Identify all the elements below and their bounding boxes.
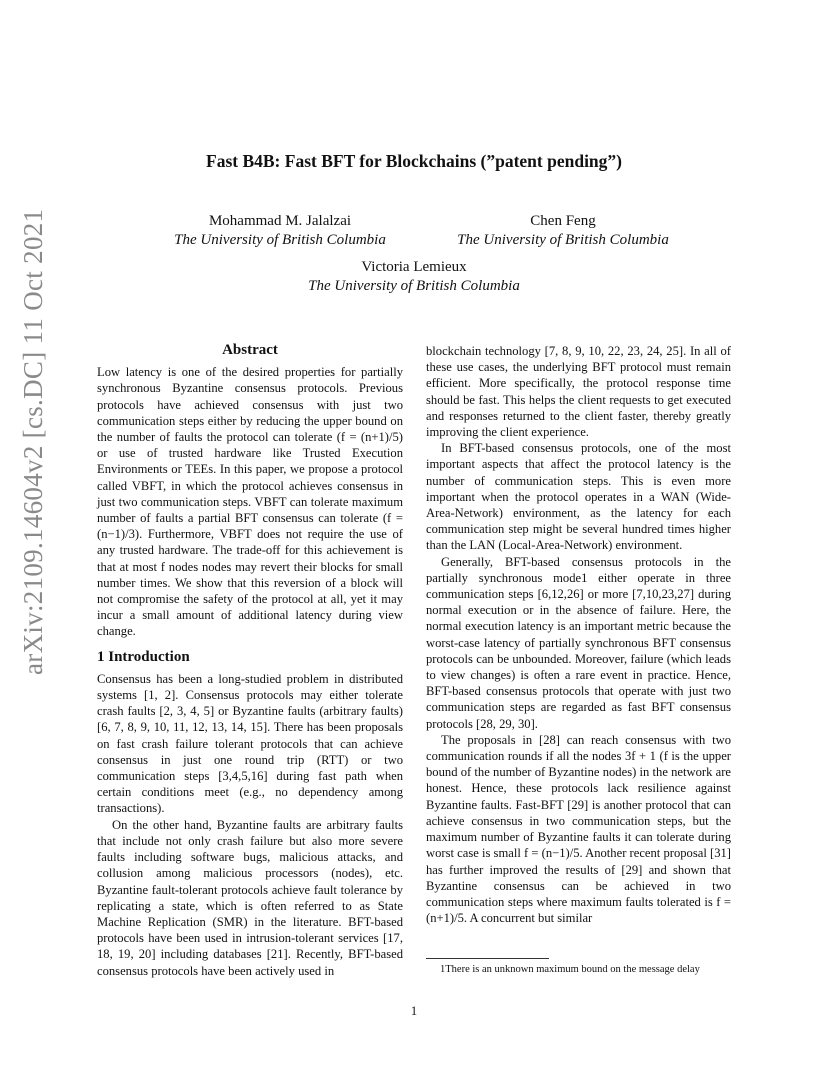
intro-paragraph-1: Consensus has been a long-studied problem in distributed systems [1, 2]. Consensus protocols may either tolerate crash faults [2, 3, 4, 5] or Byzantine faults (arbitrary faults) [6, 7, 8, 9, 10, 11, 12, 13, 14, 15]. There has been proposals on fast crash failure tolerant protocols that can achieve consensus in just one round trip (RTT) or two communication steps [3,4,5,16] during fast path when certain conditions meet (e.g., no dependency among transactions).: [97, 671, 403, 816]
footnote-rule: [426, 958, 549, 959]
author-affiliation: The University of British Columbia: [457, 232, 669, 248]
author-name: Victoria Lemieux: [361, 259, 467, 275]
intro-paragraph-2: On the other hand, Byzantine faults are arbitrary faults that include not only crash failure but also more severe faults including software bugs, malicious attacks, and collusion among malicious processors (nodes), etc. Byzantine fault-tolerant protocols achieve fault tolerance by replicating a state, which is often referred to as State Machine Replication (SMR) in the literature. BFT-based protocols have been used in intrusion-tolerant services [17, 18, 19, 20] including databases [21]. Recently, BFT-based consensus protocols have been actively used in: [97, 817, 403, 978]
page-number: 1: [410, 1004, 418, 1018]
author-block-3: [264, 258, 564, 296]
left-column: [97, 342, 403, 979]
right-paragraph-3: Generally, BFT-based consensus protocols in the partially synchronous mode1 either operate in three communication steps [6,12,26] or more [7,10,23,27] during normal execution or in the absence of failure. Here, the normal execution latency is an important metric because the worst-case latency of partially synchronous BFT consensus protocols can be unbounded. Moreover, failure (which leads to view changes) is often a rare event in practice. Hence, BFT-based consensus protocols that operate with just two communication steps are regarded as fast BFT consensus protocols [28, 29, 30].: [426, 554, 731, 731]
right-paragraph-1: blockchain technology [7, 8, 9, 10, 22, 23, 24, 25]. In all of these use cases, the underlying BFT protocol must remain efficient. More specifically, the protocol response time should be fast. This helps the client requests to get executed and responses returned to the client faster, thereby greatly improving the client experience.: [426, 344, 731, 440]
arxiv-identifier: arXiv:2109.14604v2 [cs.DC] 11 Oct 2021: [18, 208, 48, 675]
author-block-1: [150, 212, 410, 250]
author-name: Chen Feng: [530, 213, 596, 229]
right-paragraph-4: The proposals in [28] can reach consensus with two communication rounds if all the nodes 3f + 1 (f is the upper bound of the number of Byzantine nodes) in the network are honest. Hence, these protocols lack resilience against Byzantine faults. Fast-BFT [29] is another protocol that can achieve consensus in two communication steps, but the maximum number of Byzantine faults it can tolerate during worst case is small f = (n−1)/5. Another recent proposal [31] has further improved the results of [29] and shown that Byzantine consensus can be achieved in two communication steps where maximum faults tolerated is f = (n+1)/5. A concurrent but similar: [426, 732, 731, 926]
paper-title: Fast B4B: Fast BFT for Blockchains (”patent pending”): [206, 151, 622, 171]
abstract-heading: Abstract: [222, 342, 278, 358]
footnote: 1There is an unknown maximum bound on the message delay: [440, 964, 700, 975]
author-affiliation: The University of British Columbia: [308, 278, 520, 294]
right-paragraph-2: In BFT-based consensus protocols, one of the most important aspects that affect the protocol latency is the number of communication steps. This is even more important when the protocol operates in a WAN (Wide-Area-Network) environment, as the latency for each communication step might be several hundred times higher than the LAN (Local-Area-Network) environment.: [426, 441, 731, 553]
abstract-text: Low latency is one of the desired properties for partially synchronous Byzantine consensus protocols. Previous protocols have achieved consensus with just two communication steps either by reducing the upper bound on the number of faults the protocol can tolerate (f = (n+1)/5) or use of trusted hardware like Trusted Execution Environments or TEEs. In this paper, we propose a protocol called VBFT, in which the protocol achieves consensus in just two communication steps. VBFT can tolerate maximum number of faults a partial BFT consensus can tolerate (f = (n−1)/3). Furthermore, VBFT does not require the use of any trusted hardware. The trade-off for this achievement is that at most f nodes nodes may revert their blocks for small number times. We show that this reversion of a block will not compromise the safety of the protocol at all, yet it may incur a small amount of additional latency during view change.: [97, 365, 403, 639]
right-column: [426, 343, 731, 926]
author-block-2: [423, 212, 703, 250]
author-affiliation: The University of British Columbia: [174, 232, 386, 248]
section-heading-introduction: 1 Introduction: [97, 648, 190, 665]
author-name: Mohammad M. Jalalzai: [208, 213, 352, 229]
